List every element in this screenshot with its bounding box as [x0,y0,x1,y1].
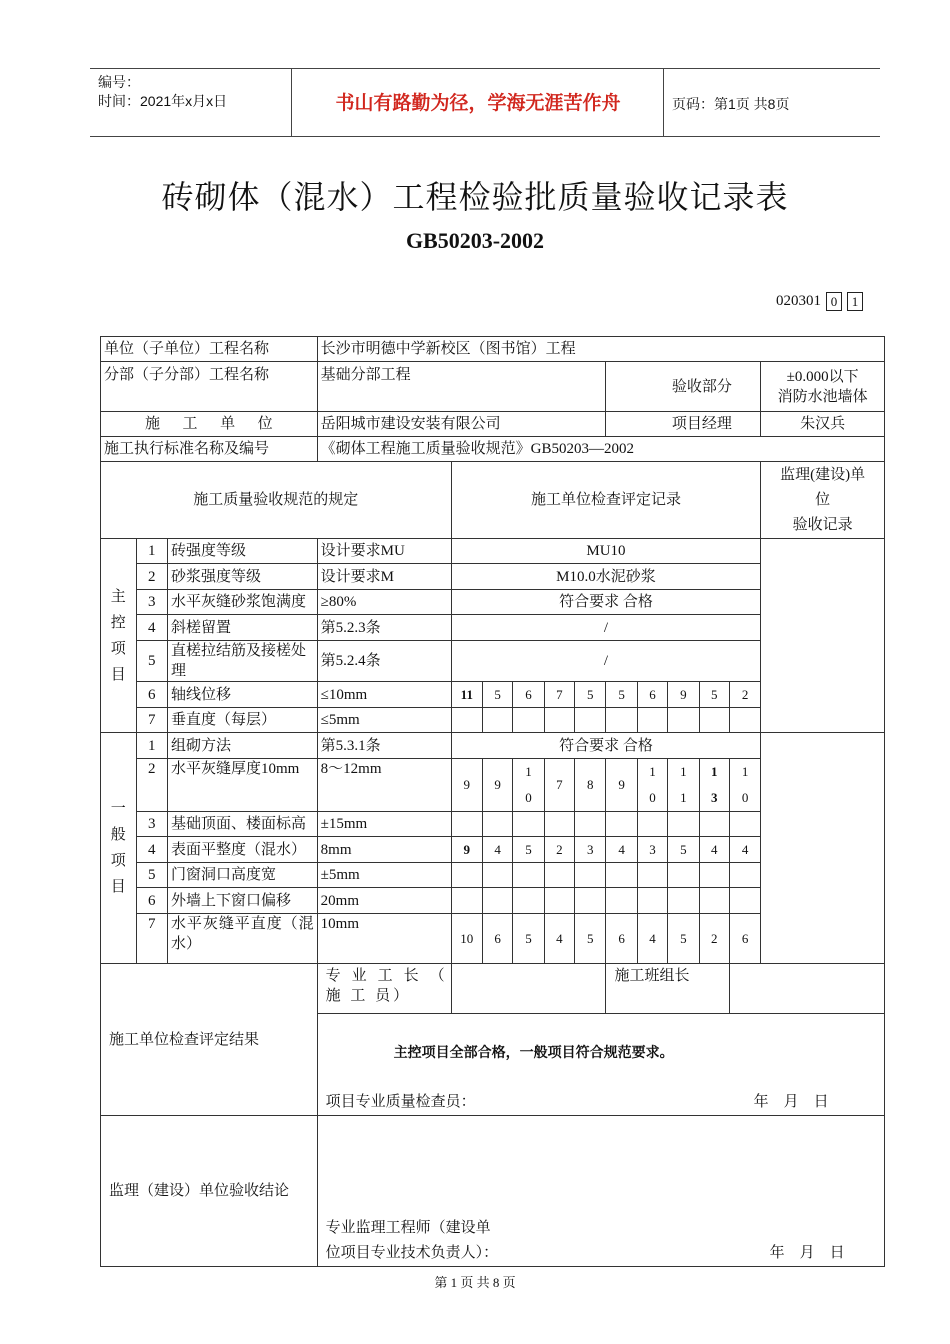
item-requirement: 第5.2.4条 [317,641,451,682]
inspector-label: 项目专业质量检查员： [325,1094,476,1110]
document-title: 砖砌体（混水）工程检验批质量验收记录表 [161,178,789,216]
result-date: 年 月 日 [753,1094,829,1110]
measure-value [699,812,729,837]
unit-value: 长沙市明德中学新校区（图书馆）工程 [317,337,884,362]
spec-header: 施工质量验收规范的规定 [101,462,452,539]
measure-value [729,708,760,733]
measure-value [699,759,729,812]
measure-value [699,888,729,914]
measure-value: 5 [575,914,606,964]
item-record: 符合要求 合格 [451,590,761,615]
item-no: 4 [136,837,167,863]
measure-value: 11 [451,682,482,708]
subunit-label: 分部（子分部）工程名称 [101,362,318,412]
digit: 1 [649,764,656,779]
measure-value: 5 [668,914,699,964]
digit: 0 [741,790,749,805]
measure-value: 4 [606,837,637,863]
label-char: 一 [110,801,126,817]
main-control-label [101,539,137,733]
item-no: 5 [136,863,167,888]
result-label: 施工单位检查评定结果 [101,964,318,1116]
standard-label: 施工执行标准名称及编号 [101,437,318,462]
measure-value: 6 [513,682,544,708]
page-footer: 第 1 页 共 8 页 [434,1275,516,1290]
supervision-cell [761,539,885,733]
measure-value [637,708,667,733]
item-requirement: ≤5mm [317,708,451,733]
inspection-table [100,336,885,1267]
measure-value [513,708,544,733]
engineer-label: 位项目专业技术负责人）： [325,1245,499,1261]
item-no: 3 [136,812,167,837]
item-name: 门窗洞口高度宽 [167,863,317,888]
acceptance-part-line: ±0.000以下 [786,368,859,385]
item-requirement: 10mm [317,914,451,964]
digit: 9 [494,777,501,792]
contractor-label: 施 工 单 位 [101,412,318,437]
item-no: 3 [136,590,167,615]
measure-value: 2 [729,682,760,708]
label-char: 主 [110,588,126,605]
item-no: 6 [136,888,167,914]
item-requirement: ±5mm [317,863,451,888]
digit: 1 [680,764,687,779]
measure-value [575,759,606,812]
header-top-rule [90,68,880,69]
item-name: 水平灰缝砂浆饱满度 [167,590,317,615]
time-label: 时间：2021年x月x日 [98,93,228,109]
supervision-header-line: 监理(建设)单 [780,466,866,483]
measure-value [544,863,574,888]
measure-value [729,863,760,888]
measure-value [483,863,513,888]
item-record: / [451,615,761,641]
item-no: 2 [136,564,167,590]
measure-value [483,708,513,733]
supervision-cell [761,733,885,964]
measure-value [483,888,513,914]
measure-value [637,759,667,812]
digit: 1 [741,764,749,779]
measure-value [451,888,482,914]
measure-value [668,888,699,914]
item-name: 砖强度等级 [167,539,317,564]
item-requirement: ≥80% [317,590,451,615]
acceptance-part-value [761,362,885,412]
supervision-content [317,1116,884,1267]
measure-value [483,759,513,812]
measure-value: 5 [668,837,699,863]
digit: 0 [649,790,656,805]
measure-value [606,759,637,812]
measure-value: 9 [668,682,699,708]
measure-value: 5 [699,682,729,708]
measure-value [513,888,544,914]
measure-value [699,708,729,733]
measure-value: 5 [606,682,637,708]
item-name: 斜槎留置 [167,615,317,641]
pm-label: 项目经理 [606,412,761,437]
motto: 书山有路勤为径，学海无涯苦作舟 [335,92,621,114]
measure-value: 6 [729,914,760,964]
digit: 3 [711,790,718,805]
item-requirement: 20mm [317,888,451,914]
result-content [317,1014,884,1116]
item-name: 水平灰缝厚度10mm [167,759,317,812]
measure-value [606,863,637,888]
label-char: 项 [110,640,126,657]
label-char: 目 [110,879,126,895]
item-record: 符合要求 合格 [451,733,761,759]
measure-value: 4 [699,837,729,863]
measure-value [729,759,760,812]
measure-value [606,812,637,837]
unit-label: 单位（子单位）工程名称 [101,337,318,362]
label-char: 控 [110,614,126,631]
measure-value [544,759,574,812]
acceptance-part-label: 验收部分 [606,362,761,412]
digit: 1 [711,764,718,779]
measure-value: 4 [483,837,513,863]
item-requirement: 8～12mm [317,759,451,812]
item-record: / [451,641,761,682]
supervision-date: 年 月 日 [769,1245,845,1261]
doc-number-box: 1 [847,292,863,311]
doc-number-prefix: 020301 [776,293,821,309]
measure-value [606,708,637,733]
digit: 1 [680,790,687,805]
measure-value [483,812,513,837]
supervision-header-line: 验收记录 [792,516,853,533]
measure-value [544,812,574,837]
measure-value: 3 [637,837,667,863]
item-name: 直槎拉结筋及接槎处理 [167,641,317,682]
item-requirement: 设计要求MU [317,539,451,564]
measure-value [729,888,760,914]
item-no: 7 [136,708,167,733]
standard-code: GB50203-2002 [405,228,545,253]
pm-value: 朱汉兵 [761,412,885,437]
measure-value [513,759,544,812]
measure-value: 3 [575,837,606,863]
item-no: 7 [136,914,167,964]
foreman-label: 专 业 工 长 （ 施 工 员） [317,964,451,1014]
measure-value: 7 [544,682,574,708]
acceptance-part-line: 消防水池墙体 [777,388,868,405]
item-name: 表面平整度（混水） [167,837,317,863]
label-char: 目 [110,666,126,683]
item-requirement: 第5.3.1条 [317,733,451,759]
team-leader-signature [729,964,884,1014]
measure-value [606,888,637,914]
measure-value: 10 [451,914,482,964]
digit: 8 [587,777,594,792]
document-number [776,292,863,311]
measure-value [451,759,482,812]
measure-value: 6 [606,914,637,964]
item-name: 水平灰缝平直度（混水） [167,914,317,964]
item-requirement: ±15mm [317,812,451,837]
measure-value [451,812,482,837]
subunit-value: 基础分部工程 [317,362,606,412]
item-record: MU10 [451,539,761,564]
general-label [101,733,137,964]
label-char: 项 [110,853,126,869]
digit: 9 [618,777,625,792]
measure-value: 6 [483,914,513,964]
measure-value [575,888,606,914]
measure-value: 4 [544,914,574,964]
digit: 9 [463,777,471,792]
item-name: 砂浆强度等级 [167,564,317,590]
item-name: 组砌方法 [167,733,317,759]
item-requirement: 第5.2.3条 [317,615,451,641]
engineer-label: 专业监理工程师（建设单 [325,1220,491,1236]
measure-value [668,812,699,837]
measure-value: 6 [637,682,667,708]
item-record: M10.0水泥砂浆 [451,564,761,590]
measure-value: 2 [699,914,729,964]
item-no: 5 [136,641,167,682]
item-requirement: 8mm [317,837,451,863]
foreman-signature [451,964,606,1014]
measure-value [637,863,667,888]
item-name: 轴线位移 [167,682,317,708]
measure-value [699,863,729,888]
page-label: 页码：第1页 共8页 [672,96,790,112]
measure-value [637,812,667,837]
measure-value: 5 [575,682,606,708]
measure-value [668,863,699,888]
item-name: 基础顶面、楼面标高 [167,812,317,837]
team-leader-label: 施工班组长 [606,964,729,1014]
digit: 1 [525,764,532,779]
item-no: 1 [136,539,167,564]
measure-value: 5 [483,682,513,708]
item-no: 1 [136,733,167,759]
measure-value: 5 [513,837,544,863]
header-bottom-rule [90,136,880,137]
digit: 0 [525,790,532,805]
measure-value [513,812,544,837]
item-no: 4 [136,615,167,641]
measure-value: 4 [729,837,760,863]
measure-value [729,812,760,837]
record-header: 施工单位检查评定记录 [451,462,761,539]
result-conclusion: 主控项目全部合格，一般项目符合规范要求。 [393,1045,674,1061]
measure-value [668,759,699,812]
measure-value [575,708,606,733]
measure-value [451,863,482,888]
standard-value: 《砌体工程施工质量验收规范》GB50203—2002 [317,437,884,462]
measure-value [637,888,667,914]
doc-number-box: 0 [826,292,842,311]
measure-value: 5 [513,914,544,964]
digit: 7 [556,777,563,792]
label-char: 般 [110,827,126,843]
item-requirement: 设计要求M [317,564,451,590]
item-name: 外墙上下窗口偏移 [167,888,317,914]
item-no: 6 [136,682,167,708]
supervision-label: 监理（建设）单位验收结论 [101,1116,318,1267]
measure-value: 4 [637,914,667,964]
item-requirement: ≤10mm [317,682,451,708]
measure-value: 9 [451,837,482,863]
supervision-header-line: 位 [815,491,831,508]
measure-value [668,708,699,733]
measure-value [544,708,574,733]
measure-value [513,863,544,888]
supervision-header [761,462,885,539]
item-name: 垂直度（每层） [167,708,317,733]
item-no: 2 [136,759,167,812]
measure-value [575,812,606,837]
measure-value [544,888,574,914]
contractor-value: 岳阳城市建设安装有限公司 [317,412,606,437]
measure-value: 2 [544,837,574,863]
serial-label: 编号： [98,74,140,90]
measure-value [575,863,606,888]
measure-value [451,708,482,733]
